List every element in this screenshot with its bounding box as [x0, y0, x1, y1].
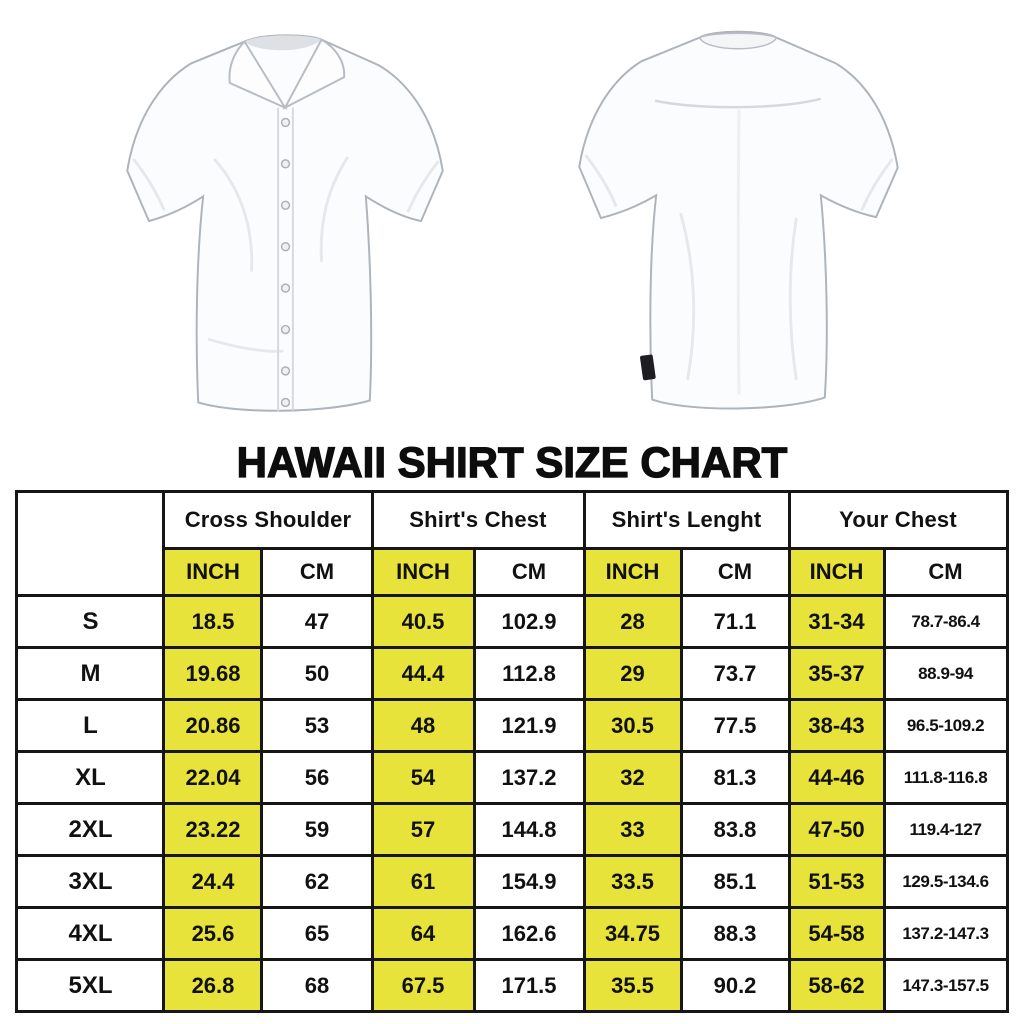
size-chart-table: [15, 490, 1008, 1013]
table-row-l: [17, 700, 1007, 752]
measurement-cell: 121.9: [474, 700, 584, 752]
size-label: 4XL: [17, 908, 164, 960]
size-label: M: [17, 648, 164, 700]
header-your-chest: Your Chest: [789, 492, 1007, 549]
measurement-cell: 31-34: [789, 596, 884, 648]
measurement-cell: 28: [584, 596, 681, 648]
measurement-cell: 38-43: [789, 700, 884, 752]
measurement-cell: 96.5-109.2: [884, 700, 1007, 752]
measurement-cell: 73.7: [681, 648, 789, 700]
measurement-cell: 59: [262, 804, 372, 856]
measurement-cell: 88.9-94: [884, 648, 1007, 700]
size-label: S: [17, 596, 164, 648]
measurement-cell: 137.2-147.3: [884, 908, 1007, 960]
measurement-cell: 23.22: [164, 804, 262, 856]
measurement-cell: 53: [262, 700, 372, 752]
measurement-cell: 111.8-116.8: [884, 752, 1007, 804]
unit-cm-header: CM: [262, 549, 372, 596]
unit-inch-header: INCH: [164, 549, 262, 596]
shirt-back-image: [544, 12, 932, 436]
measurement-cell: 64: [372, 908, 474, 960]
measurement-cell: 62: [262, 856, 372, 908]
measurement-cell: 34.75: [584, 908, 681, 960]
size-label: 2XL: [17, 804, 164, 856]
table-row-5xl: [17, 960, 1007, 1012]
size-label: 5XL: [17, 960, 164, 1012]
measurement-cell: 33.5: [584, 856, 681, 908]
unit-inch-header: INCH: [372, 549, 474, 596]
measurement-cell: 18.5: [164, 596, 262, 648]
measurement-cell: 88.3: [681, 908, 789, 960]
measurement-cell: 162.6: [474, 908, 584, 960]
unit-inch-header: INCH: [584, 549, 681, 596]
group-header-row: [17, 492, 1007, 549]
measurement-cell: 147.3-157.5: [884, 960, 1007, 1012]
measurement-cell: 35-37: [789, 648, 884, 700]
measurement-cell: 71.1: [681, 596, 789, 648]
measurement-cell: 19.68: [164, 648, 262, 700]
measurement-cell: 102.9: [474, 596, 584, 648]
measurement-cell: 171.5: [474, 960, 584, 1012]
measurement-cell: 20.86: [164, 700, 262, 752]
size-label: L: [17, 700, 164, 752]
header-shirts-lenght: Shirt's Lenght: [584, 492, 789, 549]
size-label: 3XL: [17, 856, 164, 908]
measurement-cell: 81.3: [681, 752, 789, 804]
page-title: HAWAII SHIRT SIZE CHART: [236, 438, 788, 487]
measurement-cell: 144.8: [474, 804, 584, 856]
measurement-cell: 56: [262, 752, 372, 804]
measurement-cell: 24.4: [164, 856, 262, 908]
measurement-cell: 32: [584, 752, 681, 804]
table-row-xl: [17, 752, 1007, 804]
measurement-cell: 61: [372, 856, 474, 908]
measurement-cell: 54-58: [789, 908, 884, 960]
measurement-cell: 48: [372, 700, 474, 752]
measurement-cell: 44-46: [789, 752, 884, 804]
unit-inch-header: INCH: [789, 549, 884, 596]
header-cross-shoulder: Cross Shoulder: [164, 492, 372, 549]
measurement-cell: 78.7-86.4: [884, 596, 1007, 648]
table-row-s: [17, 596, 1007, 648]
measurement-cell: 58-62: [789, 960, 884, 1012]
shirt-images-row: [0, 0, 1024, 440]
measurement-cell: 68: [262, 960, 372, 1012]
unit-cm-header: CM: [884, 549, 1007, 596]
measurement-cell: 51-53: [789, 856, 884, 908]
unit-cm-header: CM: [474, 549, 584, 596]
measurement-cell: 129.5-134.6: [884, 856, 1007, 908]
measurement-cell: 65: [262, 908, 372, 960]
measurement-cell: 40.5: [372, 596, 474, 648]
measurement-cell: 29: [584, 648, 681, 700]
measurement-cell: 47-50: [789, 804, 884, 856]
measurement-cell: 137.2: [474, 752, 584, 804]
measurement-cell: 85.1: [681, 856, 789, 908]
measurement-cell: 83.8: [681, 804, 789, 856]
shirt-front-image: [92, 12, 480, 436]
measurement-cell: 112.8: [474, 648, 584, 700]
measurement-cell: 57: [372, 804, 474, 856]
table-row-2xl: [17, 804, 1007, 856]
measurement-cell: 119.4-127: [884, 804, 1007, 856]
measurement-cell: 90.2: [681, 960, 789, 1012]
measurement-cell: 154.9: [474, 856, 584, 908]
header-shirts-chest: Shirt's Chest: [372, 492, 584, 549]
measurement-cell: 30.5: [584, 700, 681, 752]
size-label: XL: [17, 752, 164, 804]
measurement-cell: 22.04: [164, 752, 262, 804]
measurement-cell: 33: [584, 804, 681, 856]
table-row-4xl: [17, 908, 1007, 960]
measurement-cell: 50: [262, 648, 372, 700]
measurement-cell: 25.6: [164, 908, 262, 960]
corner-cell: [17, 492, 164, 596]
measurement-cell: 54: [372, 752, 474, 804]
unit-cm-header: CM: [681, 549, 789, 596]
measurement-cell: 67.5: [372, 960, 474, 1012]
measurement-cell: 77.5: [681, 700, 789, 752]
measurement-cell: 26.8: [164, 960, 262, 1012]
measurement-cell: 47: [262, 596, 372, 648]
table-row-3xl: [17, 856, 1007, 908]
measurement-cell: 44.4: [372, 648, 474, 700]
measurement-cell: 35.5: [584, 960, 681, 1012]
unit-header-row: [17, 549, 1007, 596]
table-row-m: [17, 648, 1007, 700]
